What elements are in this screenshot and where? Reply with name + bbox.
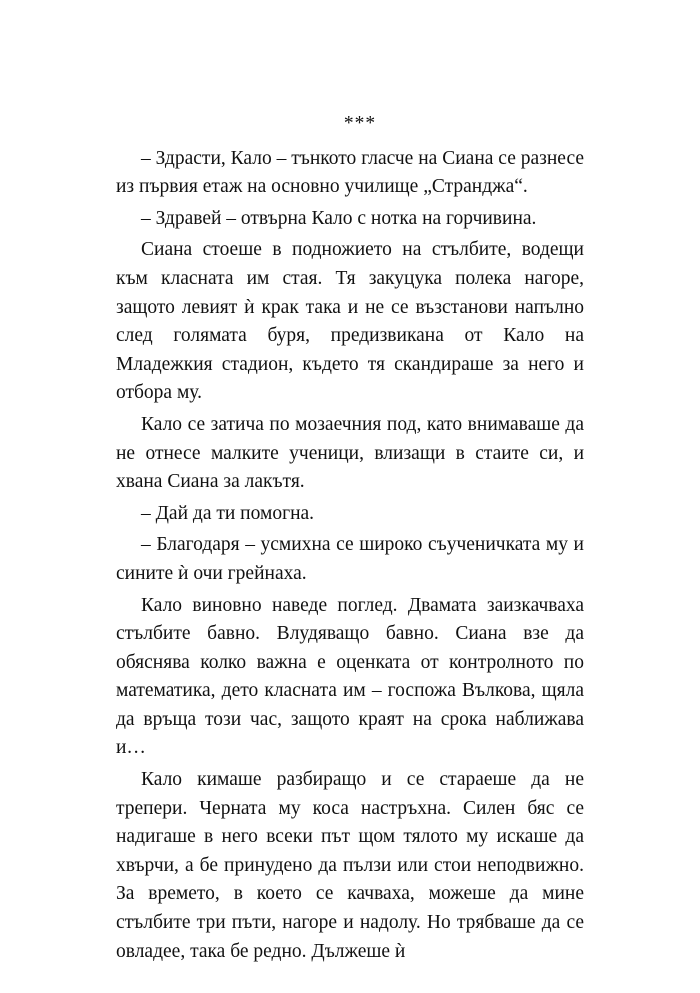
- paragraph: – Здравей – отвърна Кало с нотка на горчивина.: [141, 207, 537, 229]
- paragraph: – Благодаря – усмихна се широко съученичката му и сините ѝ очи грейнаха.: [116, 534, 584, 584]
- paragraph: Кало кимаше разбиращо и се стараеше да не трепери. Черната му коса настръхна. Силен бяс се надигаше в него всеки път щом тялото му искаше да хвърчи, а бе принудено да пълзи или стои неподвижно. За времето, в което се качваха, можеше да мине стълбите три пъти, нагоре и надолу. Но трябваше да се овладее, така бе редно. Дължеше ѝ: [116, 769, 584, 962]
- paragraph: Сиана стоеше в подножието на стълбите, водещи към класната им стая. Тя закуцука полека нагоре, защото левият ѝ крак така и не се възстанови напълно след голямата буря, предизвикана от Кало на Младежкия стадион, където тя скандираше за него и отбора му.: [116, 239, 584, 404]
- book-page: [116, 110, 584, 966]
- paragraph: – Здрасти, Кало – тънкото гласче на Сиана се разнесе из първия етаж на основно училище „Странджа“.: [116, 147, 584, 198]
- paragraph: Кало се затича по мозаечния под, като внимаваше да не отнесе малките ученици, влизащи в стаите си, и хвана Сиана за лакътя.: [116, 413, 584, 493]
- paragraph: Кало виновно наведе поглед. Двамата заизкачваха стълбите бавно. Влудяващо бавно. Сиана взе да обяснява колко важна е оценката от контролното по математика, дето класната им – госпожа Вълкова, щяла да връща този час, защото краят на срока наближава и…: [116, 594, 584, 759]
- section-separator: ***: [343, 113, 377, 134]
- paragraph: – Дай да ти помогна.: [141, 502, 315, 524]
